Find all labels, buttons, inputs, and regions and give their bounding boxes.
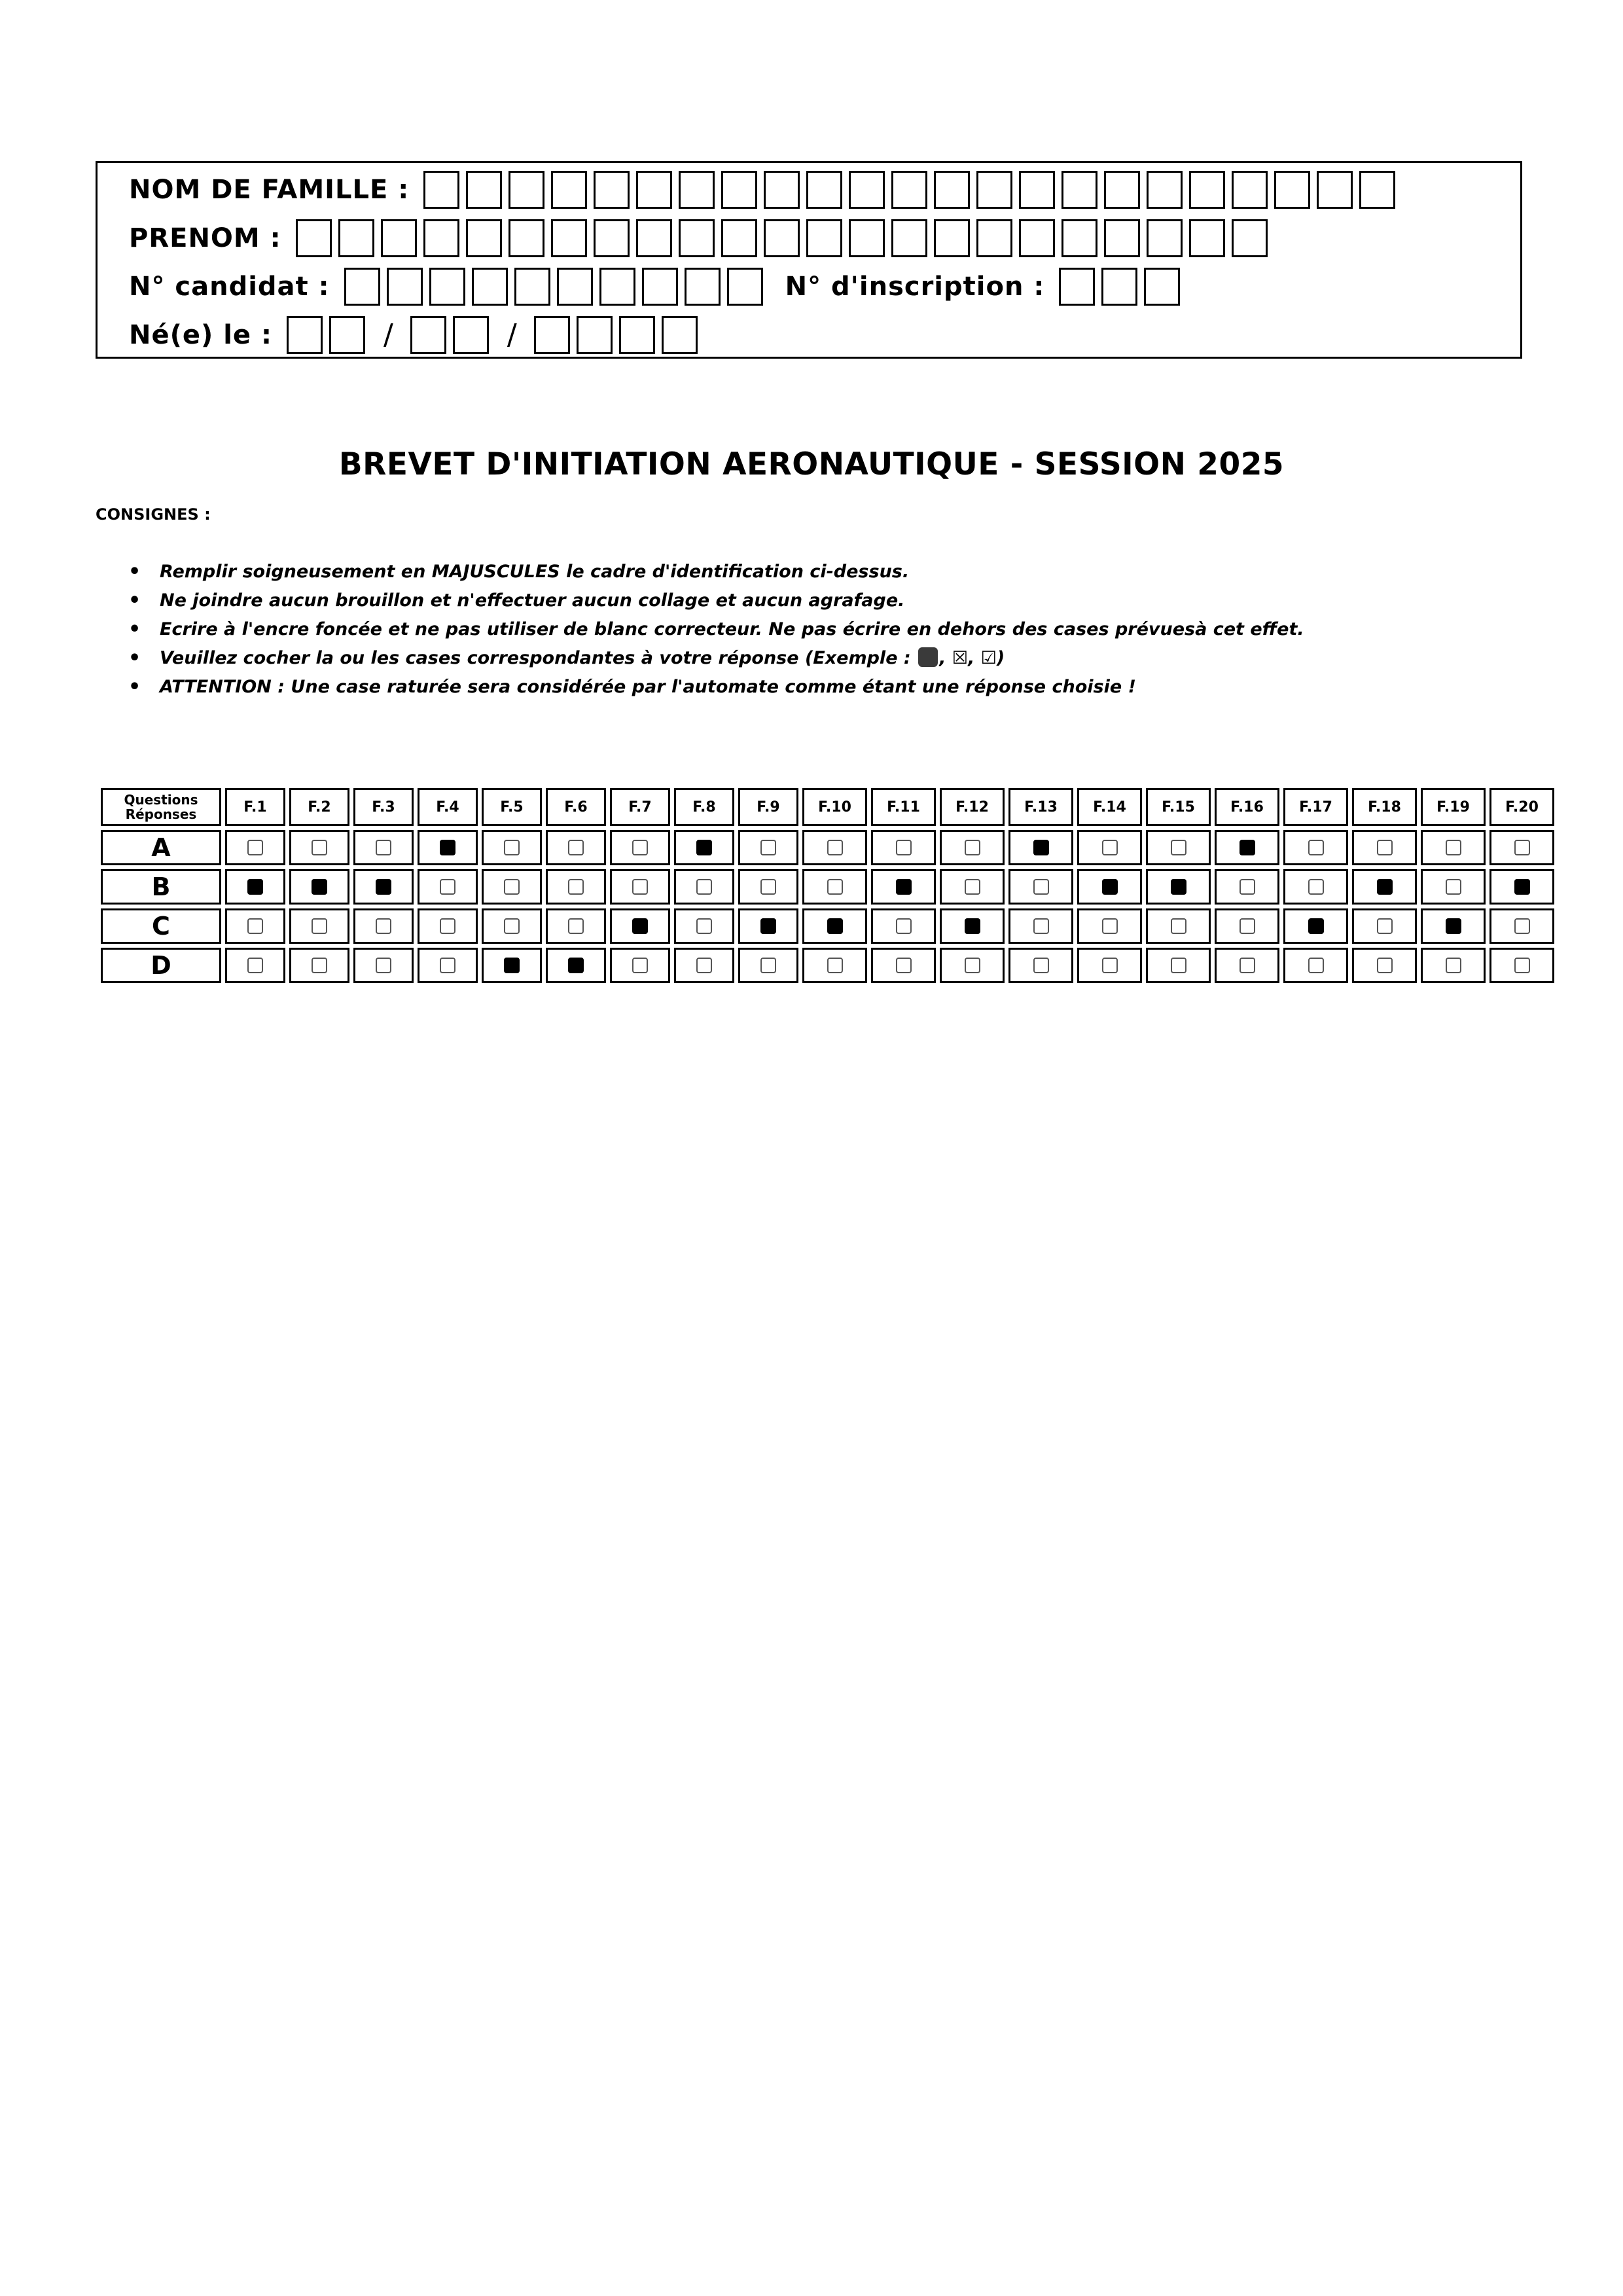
checkbox[interactable] [312, 840, 327, 855]
question-header: F.12 [940, 788, 1005, 826]
question-header: F.5 [482, 788, 542, 826]
checkbox[interactable] [504, 879, 520, 895]
checkbox[interactable] [1514, 958, 1530, 973]
checkbox[interactable] [1377, 918, 1393, 934]
char-cell[interactable] [727, 268, 763, 306]
answer-cell[interactable] [738, 869, 798, 905]
char-cell[interactable] [1061, 171, 1097, 209]
char-cell[interactable] [1189, 219, 1225, 257]
checkbox[interactable] [1240, 918, 1255, 934]
checked-box[interactable] [1240, 840, 1255, 855]
checkbox[interactable] [312, 918, 327, 934]
answer-cell[interactable] [610, 830, 670, 865]
answer-cell[interactable] [418, 830, 478, 865]
consigne-item: • ATTENTION : Une case raturée sera considérée par l'automate comme étant une réponse choisie ! [128, 673, 1304, 702]
answer-cell[interactable] [1008, 908, 1073, 944]
char-cell[interactable] [934, 219, 970, 257]
answer-cell[interactable] [418, 948, 478, 983]
consigne-item: • Veuillez cocher la ou les cases correspondantes à votre réponse (Exemple : , ☒, ☑) [128, 644, 1304, 673]
checkbox[interactable] [1033, 918, 1049, 934]
char-cell[interactable] [429, 268, 465, 306]
checkbox[interactable] [376, 918, 391, 934]
char-cell[interactable] [472, 268, 508, 306]
answer-cell[interactable] [482, 869, 542, 905]
char-cell[interactable] [557, 268, 593, 306]
question-header: F.4 [418, 788, 478, 826]
answer-cell[interactable] [353, 830, 414, 865]
answer-cell[interactable] [1215, 830, 1279, 865]
answer-cell[interactable] [482, 908, 542, 944]
char-cell[interactable] [577, 316, 613, 354]
answer-cell[interactable] [610, 908, 670, 944]
checkbox[interactable] [1240, 879, 1255, 895]
question-header: F.10 [802, 788, 867, 826]
checkbox[interactable] [696, 879, 712, 895]
grid-body [101, 830, 1554, 983]
char-cell[interactable] [806, 219, 842, 257]
checked-box[interactable] [896, 879, 912, 895]
answer-cell[interactable] [1283, 948, 1348, 983]
checkbox[interactable] [896, 918, 912, 934]
char-cell[interactable] [636, 219, 672, 257]
answer-cell[interactable] [1077, 948, 1142, 983]
char-cell[interactable] [685, 268, 721, 306]
answer-cell[interactable] [482, 830, 542, 865]
answer-cell[interactable] [1146, 908, 1211, 944]
char-cell[interactable] [381, 219, 417, 257]
month-cells [410, 316, 495, 354]
answer-cell[interactable] [1215, 869, 1279, 905]
year-cells [534, 316, 704, 354]
answer-cell[interactable] [225, 908, 285, 944]
question-header: F.13 [1008, 788, 1073, 826]
checkbox[interactable] [1102, 958, 1118, 973]
char-cell[interactable] [551, 171, 587, 209]
answer-cell[interactable] [1489, 908, 1554, 944]
checkbox[interactable] [760, 840, 776, 855]
checkbox[interactable] [827, 879, 843, 895]
inscription-cells [1059, 268, 1186, 306]
char-cell[interactable] [410, 316, 446, 354]
checked-box[interactable] [1377, 879, 1393, 895]
char-cell[interactable] [1147, 219, 1183, 257]
checkbox[interactable] [440, 879, 455, 895]
question-header: F.1 [225, 788, 285, 826]
checkbox[interactable] [632, 879, 648, 895]
answer-cell[interactable] [871, 908, 936, 944]
checkbox[interactable] [1308, 879, 1324, 895]
char-cell[interactable] [551, 219, 587, 257]
page-title: BREVET D'INITIATION AERONAUTIQUE - SESSION 2025 [338, 446, 1285, 482]
char-cell[interactable] [514, 268, 550, 306]
checked-box[interactable] [440, 840, 455, 855]
checkbox[interactable] [1171, 958, 1186, 973]
char-cell[interactable] [679, 171, 715, 209]
example-filled-box [918, 647, 938, 667]
checkbox[interactable] [760, 958, 776, 973]
candidat-row [129, 266, 1186, 307]
answer-cell[interactable] [1146, 869, 1211, 905]
checkbox[interactable] [965, 840, 980, 855]
answer-cell[interactable] [225, 869, 285, 905]
checkbox[interactable] [247, 918, 263, 934]
answer-cell[interactable] [1146, 948, 1211, 983]
answer-cell[interactable] [353, 908, 414, 944]
candidat-label: N° candidat : [129, 272, 330, 302]
answer-cell[interactable] [482, 948, 542, 983]
checkbox[interactable] [632, 958, 648, 973]
char-cell[interactable] [721, 171, 757, 209]
question-header: F.7 [610, 788, 670, 826]
answer-cell[interactable] [871, 948, 936, 983]
answer-cell[interactable] [289, 948, 349, 983]
answer-cell[interactable] [802, 869, 867, 905]
answer-cell[interactable] [353, 869, 414, 905]
nom-label: NOM DE FAMILLE : [129, 175, 410, 205]
day-cells [287, 316, 372, 354]
checked-box[interactable] [376, 879, 391, 895]
checkbox[interactable] [1102, 840, 1118, 855]
checkbox[interactable] [440, 958, 455, 973]
option-label: C [101, 908, 221, 944]
char-cell[interactable] [934, 171, 970, 209]
checkbox[interactable] [376, 840, 391, 855]
char-cell[interactable] [642, 268, 678, 306]
answer-cell[interactable] [225, 830, 285, 865]
checkbox[interactable] [1033, 958, 1049, 973]
checked-box[interactable] [632, 918, 648, 934]
char-cell[interactable] [1189, 171, 1225, 209]
grid-header-row [101, 788, 1554, 826]
question-header: F.17 [1283, 788, 1348, 826]
answer-cell[interactable] [1077, 908, 1142, 944]
checked-box[interactable] [696, 840, 712, 855]
answer-cell[interactable] [1421, 908, 1486, 944]
checkbox[interactable] [1102, 918, 1118, 934]
checkbox[interactable] [696, 958, 712, 973]
char-cell[interactable] [423, 219, 459, 257]
checkbox[interactable] [568, 840, 584, 855]
question-header: F.3 [353, 788, 414, 826]
question-header: F.15 [1146, 788, 1211, 826]
option-label: A [101, 830, 221, 865]
consigne-item: • Ecrire à l'encre foncée et ne pas utiliser de blanc correcteur. Ne pas écrire en dehors des cases prévuesà cet effet. [128, 615, 1304, 644]
char-cell[interactable] [508, 171, 544, 209]
answer-cell[interactable] [802, 908, 867, 944]
checked-box[interactable] [1102, 879, 1118, 895]
char-cell[interactable] [976, 219, 1012, 257]
checkbox[interactable] [827, 840, 843, 855]
checkbox[interactable] [896, 958, 912, 973]
checked-box[interactable] [1308, 918, 1324, 934]
checkbox[interactable] [1446, 958, 1461, 973]
answer-cell[interactable] [738, 908, 798, 944]
answer-cell[interactable] [1146, 830, 1211, 865]
answer-cell[interactable] [674, 830, 734, 865]
answer-cell[interactable] [1489, 830, 1554, 865]
question-header: F.18 [1352, 788, 1417, 826]
answer-cell[interactable] [940, 908, 1005, 944]
answer-cell[interactable] [546, 869, 606, 905]
answer-cell[interactable] [1352, 869, 1417, 905]
answer-row [101, 869, 1554, 905]
question-header: F.16 [1215, 788, 1279, 826]
char-cell[interactable] [534, 316, 570, 354]
checkbox[interactable] [1514, 840, 1530, 855]
option-label: B [101, 869, 221, 905]
candidat-cells [344, 268, 770, 306]
answer-cell[interactable] [1215, 908, 1279, 944]
answer-cell[interactable] [940, 869, 1005, 905]
char-cell[interactable] [721, 219, 757, 257]
checked-box[interactable] [1033, 840, 1049, 855]
answer-cell[interactable] [1077, 869, 1142, 905]
checkbox[interactable] [1446, 879, 1461, 895]
checked-box[interactable] [1171, 879, 1186, 895]
char-cell[interactable] [764, 171, 800, 209]
char-cell[interactable] [338, 219, 374, 257]
answer-cell[interactable] [802, 948, 867, 983]
char-cell[interactable] [466, 219, 502, 257]
question-header: F.6 [546, 788, 606, 826]
char-cell[interactable] [287, 316, 323, 354]
checkbox[interactable] [896, 840, 912, 855]
answer-cell[interactable] [1077, 830, 1142, 865]
nom-row [129, 170, 1402, 210]
answer-cell[interactable] [546, 948, 606, 983]
question-header: F.19 [1421, 788, 1486, 826]
char-cell[interactable] [1019, 171, 1055, 209]
char-cell[interactable] [344, 268, 380, 306]
char-cell[interactable] [1144, 268, 1180, 306]
answer-cell[interactable] [546, 830, 606, 865]
answer-cell[interactable] [418, 908, 478, 944]
checked-box[interactable] [760, 918, 776, 934]
char-cell[interactable] [508, 219, 544, 257]
char-cell[interactable] [891, 219, 927, 257]
checkbox[interactable] [440, 918, 455, 934]
answer-cell[interactable] [1421, 948, 1486, 983]
checkbox[interactable] [1377, 840, 1393, 855]
checked-box[interactable] [1446, 918, 1461, 934]
question-header: F.2 [289, 788, 349, 826]
checkbox[interactable] [1240, 958, 1255, 973]
char-cell[interactable] [1104, 171, 1140, 209]
answer-cell[interactable] [674, 869, 734, 905]
answer-cell[interactable] [225, 948, 285, 983]
answer-cell[interactable] [1283, 869, 1348, 905]
answer-cell[interactable] [1421, 869, 1486, 905]
checked-box[interactable] [247, 879, 263, 895]
consignes-list [128, 558, 1304, 702]
answer-cell[interactable] [1008, 830, 1073, 865]
char-cell[interactable] [594, 219, 630, 257]
checkbox[interactable] [760, 879, 776, 895]
checkbox[interactable] [1514, 918, 1530, 934]
char-cell[interactable] [453, 316, 489, 354]
question-header: F.8 [674, 788, 734, 826]
checkbox[interactable] [376, 958, 391, 973]
checkbox[interactable] [965, 958, 980, 973]
answer-cell[interactable] [738, 830, 798, 865]
checkbox[interactable] [1446, 840, 1461, 855]
naissance-label: Né(e) le : [129, 320, 272, 350]
char-cell[interactable] [387, 268, 423, 306]
answer-cell[interactable] [1352, 830, 1417, 865]
date-separator: / [507, 318, 517, 351]
answer-cell[interactable] [940, 948, 1005, 983]
answer-grid [97, 784, 1558, 987]
answer-cell[interactable] [1283, 830, 1348, 865]
answer-cell[interactable] [674, 908, 734, 944]
char-cell[interactable] [423, 171, 459, 209]
answer-cell[interactable] [1489, 948, 1554, 983]
checked-box[interactable] [568, 958, 584, 973]
char-cell[interactable] [619, 316, 655, 354]
question-header: F.14 [1077, 788, 1142, 826]
char-cell[interactable] [1147, 171, 1183, 209]
answer-row [101, 948, 1554, 983]
answer-cell[interactable] [610, 948, 670, 983]
char-cell[interactable] [599, 268, 635, 306]
checkbox[interactable] [312, 958, 327, 973]
checkbox[interactable] [247, 958, 263, 973]
char-cell[interactable] [662, 316, 698, 354]
checkbox[interactable] [504, 840, 520, 855]
answer-cell[interactable] [289, 869, 349, 905]
checkbox[interactable] [965, 879, 980, 895]
prenom-cells [296, 219, 1274, 257]
checked-box[interactable] [504, 958, 520, 973]
answer-cell[interactable] [1283, 908, 1348, 944]
prenom-label: PRENOM : [129, 223, 281, 253]
answer-cell[interactable] [1489, 869, 1554, 905]
checked-box[interactable] [312, 879, 327, 895]
identification-box [96, 161, 1522, 359]
answer-cell[interactable] [738, 948, 798, 983]
checked-box[interactable] [1514, 879, 1530, 895]
answer-cell[interactable] [546, 908, 606, 944]
consigne-item: • Remplir soigneusement en MAJUSCULES le cadre d'identification ci-dessus. [128, 558, 1304, 586]
grid-corner: Questions Réponses [101, 788, 221, 826]
char-cell[interactable] [1274, 171, 1310, 209]
checkbox[interactable] [1308, 840, 1324, 855]
checkbox[interactable] [632, 840, 648, 855]
checkbox[interactable] [247, 840, 263, 855]
char-cell[interactable] [1104, 219, 1140, 257]
answer-cell[interactable] [1421, 830, 1486, 865]
checkbox[interactable] [1308, 958, 1324, 973]
char-cell[interactable] [679, 219, 715, 257]
naissance-row [129, 315, 704, 355]
consigne-item: • Ne joindre aucun brouillon et n'effectuer aucun collage et aucun agrafage. [128, 586, 1304, 615]
char-cell[interactable] [1101, 268, 1137, 306]
inscription-label: N° d'inscription : [785, 272, 1045, 302]
char-cell[interactable] [329, 316, 365, 354]
question-header: F.11 [871, 788, 936, 826]
checked-box[interactable] [827, 918, 843, 934]
char-cell[interactable] [636, 171, 672, 209]
char-cell[interactable] [1317, 171, 1353, 209]
checkbox[interactable] [1171, 918, 1186, 934]
answer-cell[interactable] [1008, 869, 1073, 905]
answer-cell[interactable] [674, 948, 734, 983]
checkbox[interactable] [1171, 840, 1186, 855]
checkbox[interactable] [1033, 879, 1049, 895]
answer-cell[interactable] [353, 948, 414, 983]
answer-cell[interactable] [1352, 948, 1417, 983]
answer-row [101, 908, 1554, 944]
consignes-label: CONSIGNES : [96, 505, 211, 524]
checkbox[interactable] [696, 918, 712, 934]
char-cell[interactable] [466, 171, 502, 209]
char-cell[interactable] [594, 171, 630, 209]
checked-box[interactable] [965, 918, 980, 934]
char-cell[interactable] [806, 171, 842, 209]
answer-cell[interactable] [610, 869, 670, 905]
nom-cells [423, 171, 1402, 209]
checkbox[interactable] [568, 918, 584, 934]
char-cell[interactable] [891, 171, 927, 209]
checkbox[interactable] [827, 958, 843, 973]
prenom-row [129, 218, 1274, 259]
char-cell[interactable] [849, 171, 885, 209]
checkbox[interactable] [1377, 958, 1393, 973]
question-header: F.9 [738, 788, 798, 826]
char-cell[interactable] [1359, 171, 1395, 209]
answer-cell[interactable] [871, 869, 936, 905]
char-cell[interactable] [1059, 268, 1095, 306]
answer-cell[interactable] [1215, 948, 1279, 983]
option-label: D [101, 948, 221, 983]
answer-row [101, 830, 1554, 865]
answer-cell[interactable] [1008, 948, 1073, 983]
answer-cell[interactable] [802, 830, 867, 865]
char-cell[interactable] [296, 219, 332, 257]
char-cell[interactable] [764, 219, 800, 257]
date-separator: / [383, 318, 393, 351]
char-cell[interactable] [849, 219, 885, 257]
char-cell[interactable] [1019, 219, 1055, 257]
char-cell[interactable] [1232, 219, 1268, 257]
question-header: F.20 [1489, 788, 1554, 826]
checkbox[interactable] [568, 879, 584, 895]
answer-cell[interactable] [1352, 908, 1417, 944]
answer-cell[interactable] [289, 830, 349, 865]
checkbox[interactable] [504, 918, 520, 934]
answer-cell[interactable] [871, 830, 936, 865]
answer-cell[interactable] [940, 830, 1005, 865]
answer-cell[interactable] [289, 908, 349, 944]
answer-cell[interactable] [418, 869, 478, 905]
char-cell[interactable] [1061, 219, 1097, 257]
char-cell[interactable] [976, 171, 1012, 209]
char-cell[interactable] [1232, 171, 1268, 209]
